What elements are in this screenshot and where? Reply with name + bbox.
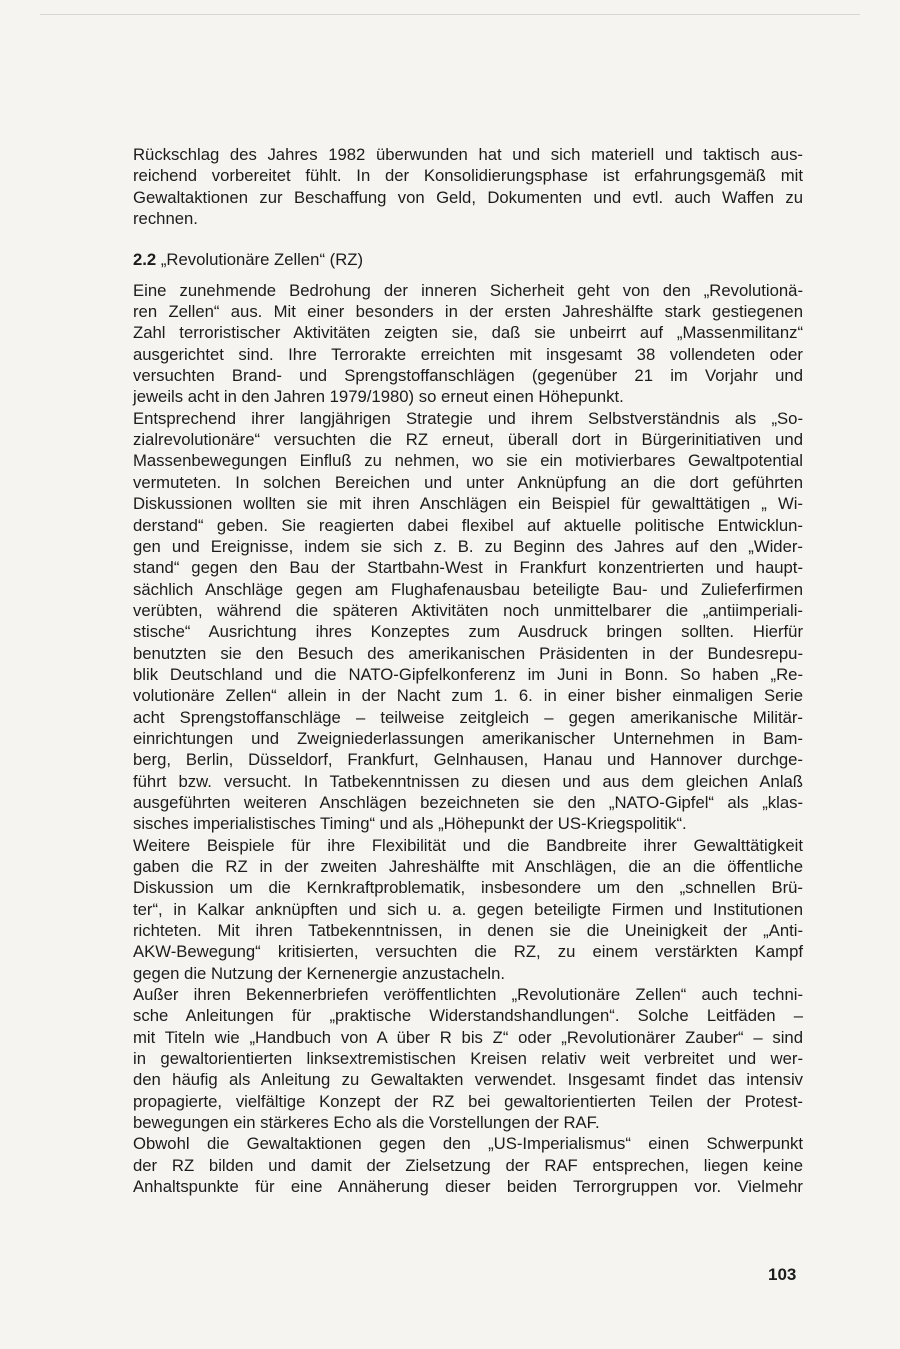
text-line: Diskussionen wollten sie mit ihren Anschlägen ein Beispiel für gewalttätigen „ Wi- [133, 494, 803, 514]
text-line: Außer ihren Bekennerbriefen veröffentlichten „Revolutionäre Zellen“ auch techni- [133, 985, 803, 1005]
text-line: vermuteten. In solchen Bereichen und unter Anknüpfung an die dort geführten [133, 472, 803, 492]
text-line: Weitere Beispiele für ihre Flexibilität und die Bandbreite ihrer Gewalttätigkeit [133, 835, 803, 855]
text-line: bewegungen ein stärkeres Echo als die Vorstellungen der RAF. [133, 1113, 600, 1133]
text-line: benutzten sie den Besuch des amerikanischen Präsidenten in der Bundesrepu- [133, 643, 803, 663]
text-line: reichend vorbereitet fühlt. In der Konsolidierungsphase ist erfahrungsgemäß mit [133, 166, 803, 186]
text-line: berg, Berlin, Düsseldorf, Frankfurt, Gelnhausen, Hanau und Hannover durchge- [133, 750, 803, 770]
text-line: gegen die Nutzung der Kernenergie anzustacheln. [133, 963, 506, 983]
page-number: 103 [768, 1265, 797, 1284]
paragraph-4 [133, 984, 803, 1133]
text-line: sisches imperialistisches Timing“ und als „Höhepunkt der US-Kriegspolitik“. [133, 814, 687, 834]
text-line: Entsprechend ihrer langjährigen Strategie und ihrem Selbstverständnis als „So- [133, 408, 803, 428]
text-line: rechnen. [133, 209, 198, 229]
paragraph-1 [133, 280, 803, 408]
text-line: gaben die RZ in der zweiten Jahreshälfte mit Anschlägen, die an die öffentliche [133, 857, 803, 876]
text-line: ausgeführten weiteren Anschlägen bezeichneten sie den „NATO-Gipfel“ als „klas- [133, 792, 803, 812]
text-line: in gewaltorientierten linksextremistischen Kreisen relativ weit verbreitet und wer- [133, 1049, 803, 1069]
text-line: Massenbewegungen Einfluß zu nehmen, wo sie ein motivierbares Gewaltpotential [133, 451, 803, 471]
page-body [133, 144, 803, 1198]
text-line: Anhaltspunkte für eine Annäherung dieser beiden Terrorgruppen vor. Vielmehr [133, 1177, 803, 1197]
text-line: derstand“ geben. Sie reagierten dabei flexibel auf aktuelle politische Entwicklun- [133, 515, 803, 535]
text-line: ter“, in Kalkar anknüpften und sich u. a. gegen beteiligte Firmen und Institutionen [133, 899, 803, 919]
text-line: Obwohl die Gewaltaktionen gegen den „US-Imperialismus“ einen Schwerpunkt [133, 1134, 803, 1154]
text-line: sächlich Anschläge gegen am Flughafenausbau beteiligte Bau- und Zulieferfirmen [133, 579, 803, 599]
text-line: richteten. Mit ihren Tatbekenntnissen, in denen sie die Uneinigkeit der „Anti- [133, 921, 803, 941]
section-number: 2.2 [133, 250, 157, 270]
text-line: den häufig als Anleitung zu Gewaltakten verwendet. Insgesamt findet das intensiv [133, 1070, 803, 1090]
text-line: gen und Ereignisse, indem sie sich z. B. zu Beginn des Jahres auf den „Wider- [133, 536, 803, 556]
text-line: propagierte, vielfältige Konzept der RZ bei gewaltorientierten Teilen der Protest- [133, 1091, 803, 1111]
text-line: mit Titeln wie „Handbuch von A über R bis Z“ oder „Revolutionärer Zauber“ – sind [133, 1027, 803, 1047]
text-line: einrichtungen und Zweigniederlassungen amerikanischer Unternehmen in Bam- [133, 728, 803, 748]
text-line: Diskussion um die Kernkraftproblematik, insbesondere um den „schnellen Brü- [133, 878, 803, 898]
text-line: jeweils acht in den Jahren 1979/1980) so erneut einen Höhepunkt. [133, 387, 624, 407]
text-line: blik Deutschland und die NATO-Gipfelkonferenz im Juni in Bonn. So haben „Re- [133, 664, 803, 684]
text-line: verübten, während die späteren Aktivitäten noch unmittelbarer die „antiimperiali- [133, 600, 803, 620]
text-line: Rückschlag des Jahres 1982 überwunden hat und sich materiell und taktisch aus- [133, 145, 803, 164]
text-line: ren Zellen“ aus. Mit einer besonders in der ersten Jahreshälfte stark gestiegenen [133, 302, 803, 322]
text-line: versuchten Brand- und Sprengstoffanschlägen (gegenüber 21 im Vorjahr und [133, 366, 803, 386]
text-line: führt bzw. versucht. In Tatbekenntnissen zu diesen und aus dem gleichen Anlaß [133, 771, 803, 791]
text-line: acht Sprengstoffanschläge – teilweise zeitgleich – gegen amerikanische Militär- [133, 707, 803, 727]
text-line: stische“ Ausrichtung ihres Konzeptes zum Ausdruck bringen sollten. Hierfür [133, 622, 803, 642]
paragraph-intro [133, 144, 803, 229]
text-line: AKW-Bewegung“ kritisierten, versuchten die RZ, zu einem verstärkten Kampf [133, 942, 803, 962]
text-line: Gewaltaktionen zur Beschaffung von Geld, Dokumenten und evtl. auch Waffen zu [133, 187, 803, 207]
scan-edge-divider [40, 14, 860, 15]
text-line: sche Anleitungen für „praktische Widerstandshandlungen“. Solche Leitfäden – [133, 1006, 803, 1026]
text-line: ausgerichtet sind. Ihre Terrorakte erreichten mit insgesamt 38 vollendeten oder [133, 344, 803, 364]
section-title: „Revolutionäre Zellen“ (RZ) [160, 250, 364, 270]
text-line: der RZ bilden und damit der Zielsetzung der RAF entsprechen, liegen keine [133, 1155, 803, 1175]
text-line: Eine zunehmende Bedrohung der inneren Sicherheit geht von den „Revolutionä- [133, 280, 803, 300]
paragraph-3 [133, 835, 803, 984]
paragraph-2 [133, 408, 803, 835]
paragraph-5 [133, 1133, 803, 1197]
section-heading [133, 249, 803, 270]
text-line: zialrevolutionäre“ versuchten die RZ erneut, überall dort in Bürgerinitiativen und [133, 430, 803, 450]
text-line: stand“ gegen den Bau der Startbahn-West in Frankfurt konzentrierten und haupt- [133, 558, 803, 578]
text-line: Zahl terroristischer Aktivitäten zeigten sie, daß sie unbeirrt auf „Massenmilitanz“ [133, 323, 803, 343]
text-line: volutionäre Zellen“ allein in der Nacht zum 1. 6. in einer bisher einmaligen Serie [133, 686, 803, 706]
